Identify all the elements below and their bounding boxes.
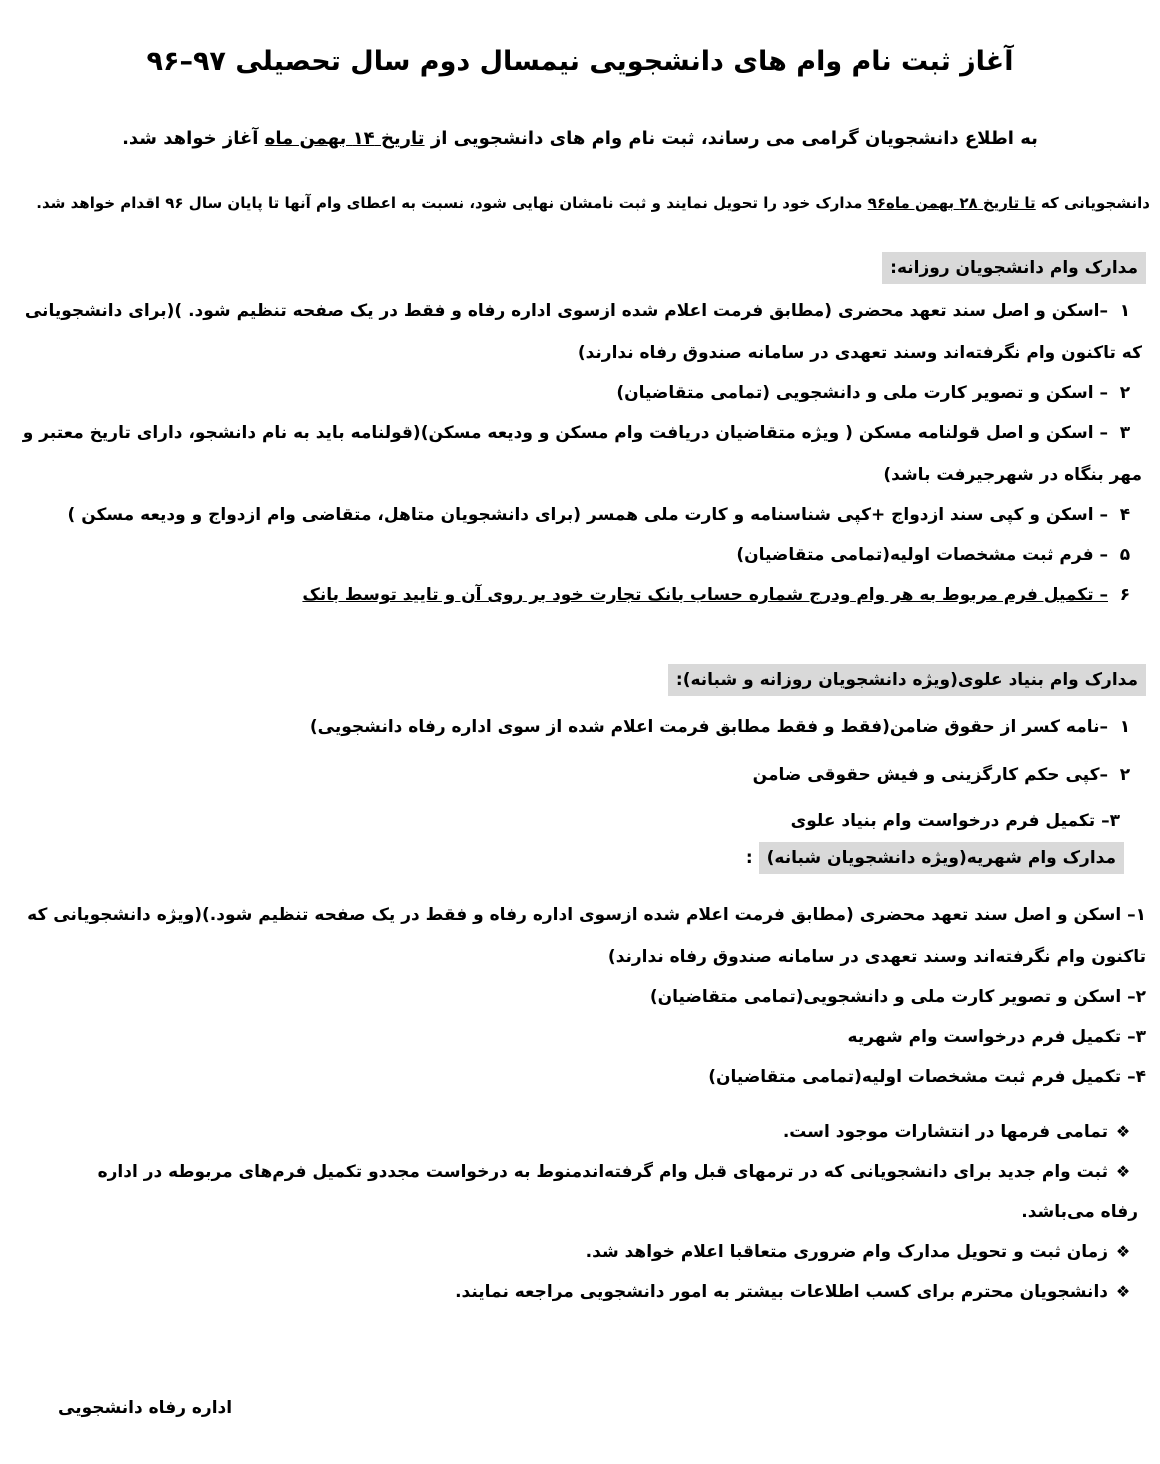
item-text: –کپی حکم کارگزینی و فیش حقوقی ضامن [752, 765, 1108, 785]
bullet-text: دانشجویان محترم برای کسب اطلاعات بیشتر به امور دانشجویی مراجعه نمایند. [455, 1282, 1108, 1302]
diamond-bullet-icon: ❖ [1115, 1162, 1131, 1181]
section-heading-tuition-loans [746, 848, 1124, 868]
deadline-date-underlined: تا تاریخ ۲۸ بهمن ماه۹۶ [867, 194, 1036, 212]
diamond-bullet-icon: ❖ [1115, 1282, 1131, 1301]
item-text: – تکمیل فرم مربوط به هر وام ودرج شماره حساب بانک تجارت خود بر روی آن و تایید توسط بانک [302, 585, 1108, 605]
intro-date-underlined: تاریخ ۱۴ بهمن ماه [264, 128, 425, 149]
item-number: ۶ [1119, 585, 1131, 605]
diamond-bullet-icon: ❖ [1115, 1242, 1131, 1261]
section-heading-label: مدارک وام شهریه(ویژه دانشجویان شبانه) [759, 842, 1124, 874]
list-item [14, 754, 1142, 796]
item-number: ۱ [1119, 301, 1131, 321]
signature: اداره رفاه دانشجویی [58, 1398, 233, 1418]
list-item [14, 534, 1142, 576]
bullet-text: ثبت وام جدید برای دانشجویانی که در ترمهای قبل وام گرفته‌اندمنوط به درخواست مجددو تکمیل فرم‌های مربوطه در اداره رفاه می‌باشد. [97, 1162, 1138, 1222]
diamond-bullet-icon: ❖ [1115, 1122, 1131, 1141]
bullet-item [70, 1152, 1138, 1232]
page-title: آغاز ثبت نام وام های دانشجویی نیمسال دوم سال تحصیلی ۹۷–۹۶ [146, 46, 1014, 77]
bullet-item [70, 1232, 1138, 1272]
item-text: – تکمیل فرم درخواست وام بنیاد علوی [790, 811, 1110, 831]
intro-paragraph [0, 128, 1160, 149]
deadline-text-after: مدارک خود را تحویل نمایند و ثبت نامشان نهایی شود، نسبت به اعطای وام آنها تا پایان سال ۹۶ اقدام خواهد شد. [36, 194, 868, 212]
bullet-item [70, 1112, 1138, 1152]
intro-text-after: آغاز خواهد شد. [122, 128, 265, 149]
section-heading-alavi-foundation: مدارک وام بنیاد علوی(ویژه دانشجویان روزانه و شبانه): [668, 664, 1146, 696]
list-item [14, 706, 1142, 748]
list-item [14, 800, 1120, 842]
item-text: –نامه کسر از حقوق ضامن(فقط و فقط مطابق فرمت اعلام شده از سوی اداره رفاه دانشجویی) [309, 717, 1108, 737]
item-number: ۴ [1119, 505, 1131, 525]
list-item [14, 494, 1142, 536]
item-text: – اسکن و کپی سند ازدواج +کپی شناسنامه و کارت ملی همسر (برای دانشجویان متاهل، متقاضی وام ازدواج و ودیعه مسکن ) [67, 505, 1108, 525]
item-text: – اسکن و تصویر کارت ملی و دانشجویی(تمامی متقاضیان) [649, 987, 1136, 1007]
list-item [14, 290, 1142, 374]
deadline-text-before: دانشجویانی که [1035, 194, 1150, 212]
item-number: ۵ [1119, 545, 1131, 565]
list-item [18, 1056, 1146, 1098]
item-text: – اسکن و اصل سند تعهد محضری (مطابق فرمت اعلام شده ازسوی اداره رفاه و فقط در یک صفحه تنظیم شود.)(ویژه دانشجویانی که تاکنون وام نگرفته‌اند وسند تعهدی در سامانه صندوق رفاه ندارند) [27, 905, 1146, 967]
section-heading-daytime-loans: مدارک وام دانشجویان روزانه: [882, 252, 1146, 284]
deadline-paragraph [10, 194, 1150, 212]
item-number: ۴ [1135, 1067, 1146, 1087]
item-text: – فرم ثبت مشخصات اولیه(تمامی متقاضیان) [736, 545, 1108, 565]
item-text: – تکمیل فرم درخواست وام شهریه [847, 1027, 1136, 1047]
bullet-text: تمامی فرمها در انتشارات موجود است. [782, 1122, 1108, 1142]
bullet-item [70, 1272, 1138, 1312]
section-heading-colon: : [745, 848, 759, 868]
item-number: ۳ [1109, 811, 1120, 831]
item-number: ۳ [1119, 423, 1131, 443]
item-number: ۲ [1119, 765, 1131, 785]
item-text: – اسکن و اصل قولنامه مسکن ( ویژه متقاضیان دریافت وام مسکن و ودیعه مسکن)(قولنامه باید به نام دانشجو، دارای تاریخ معتبر و مهر بنگاه در شهرجیرفت باشد) [22, 423, 1142, 485]
list-item [14, 372, 1142, 414]
item-text: –اسکن و اصل سند تعهد محضری (مطابق فرمت اعلام شده ازسوی اداره رفاه و فقط در یک صفحه تنظیم شود. )(برای دانشجویانی که تاکنون وام نگرفته‌اند وسند تعهدی در سامانه صندوق رفاه ندارند) [24, 301, 1142, 363]
item-number: ۳ [1135, 1027, 1146, 1047]
intro-text-before: به اطلاع دانشجویان گرامی می رساند، ثبت نام وام های دانشجویی از [424, 128, 1038, 149]
item-number: ۲ [1135, 987, 1146, 1007]
item-number: ۱ [1135, 905, 1146, 925]
list-item [18, 894, 1146, 978]
list-item [18, 976, 1146, 1018]
bullet-text: زمان ثبت و تحویل مدارک وام ضروری متعاقبا اعلام خواهد شد. [585, 1242, 1108, 1262]
item-number: ۲ [1119, 383, 1131, 403]
item-text: – اسکن و تصویر کارت ملی و دانشجویی (تمامی متقاضیان) [616, 383, 1108, 403]
list-item [14, 412, 1142, 496]
item-text: – تکمیل فرم ثبت مشخصات اولیه(تمامی متقاضیان) [708, 1067, 1136, 1087]
list-item [14, 574, 1142, 616]
list-item [18, 1016, 1146, 1058]
item-number: ۱ [1119, 717, 1131, 737]
